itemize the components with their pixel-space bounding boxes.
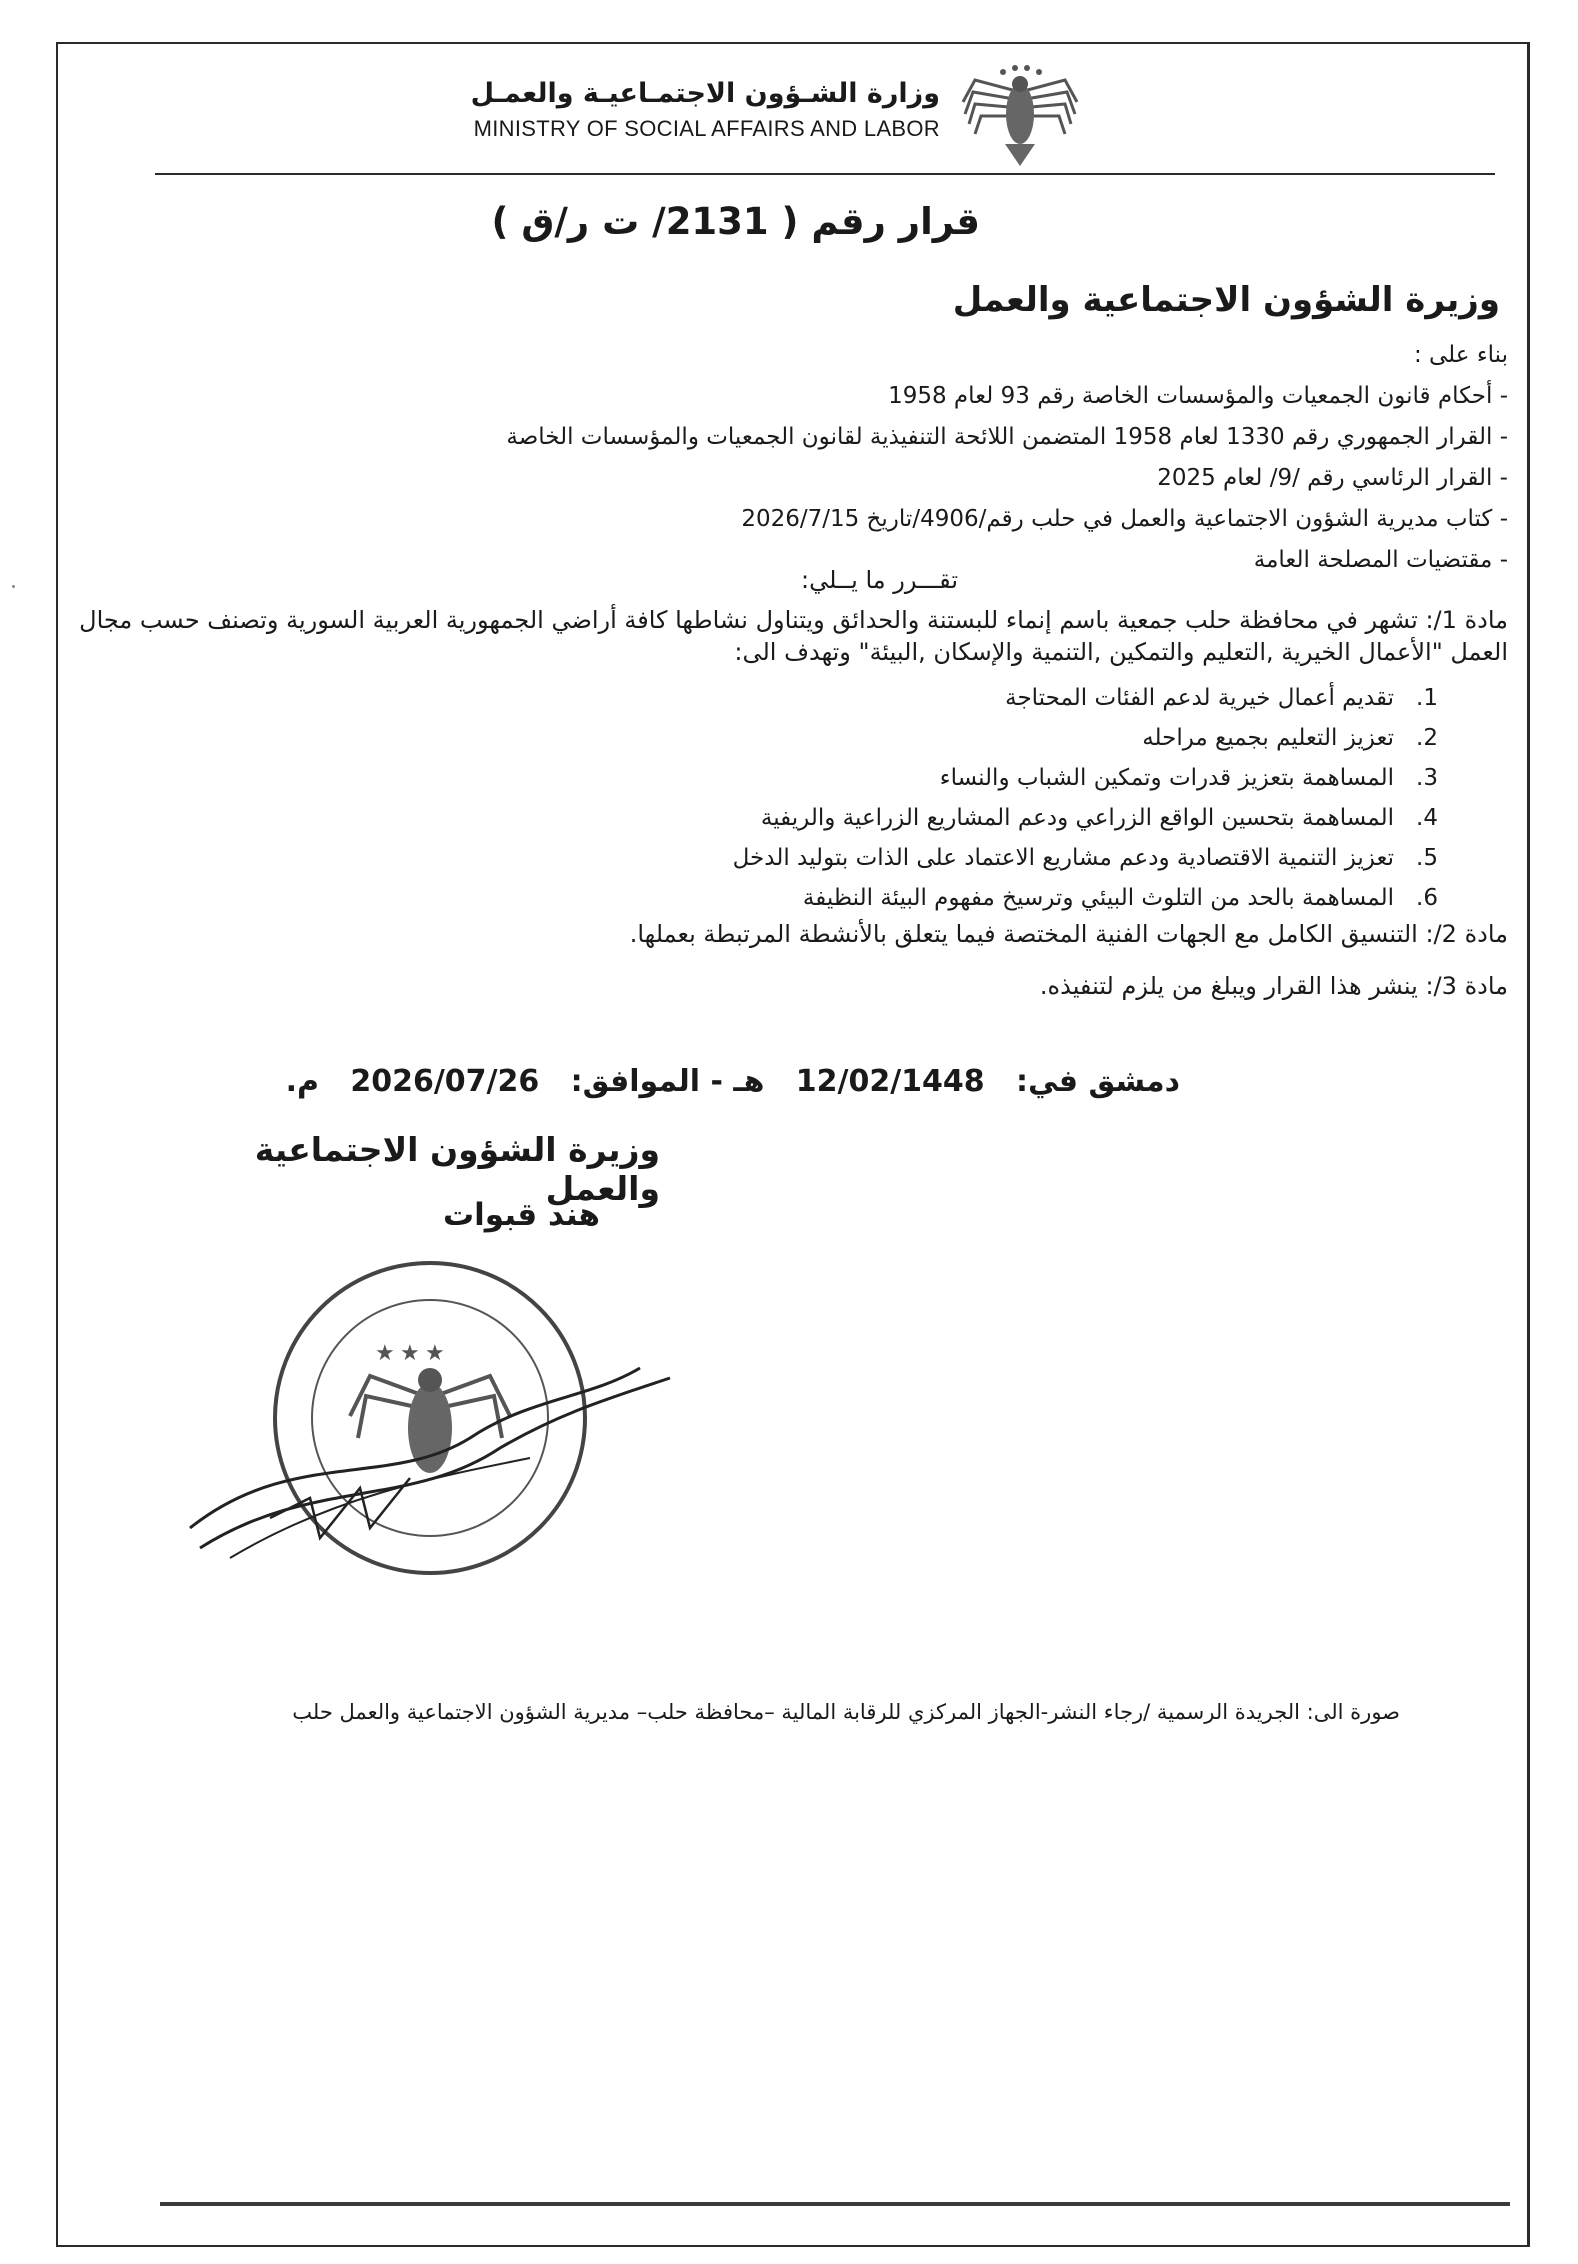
svg-text:★: ★ bbox=[425, 1341, 445, 1366]
article-3: مادة 3/: ينشر هذا القرار ويبلغ من يلزم لتنفيذه. bbox=[1039, 972, 1508, 1000]
list-item: 5. تعزيز التنمية الاقتصادية ودعم مشاريع الاعتماد على الذات بتوليد الدخل bbox=[732, 845, 1438, 871]
decision-number: قرار رقم ( 2131/ ت ر/ق ) bbox=[491, 200, 980, 243]
list-item: 3. المساهمة بتعزيز قدرات وتمكين الشباب والنساء bbox=[939, 765, 1438, 791]
signatory-title: وزيرة الشؤون الاجتماعية والعمل bbox=[254, 1130, 660, 1208]
based-on-label: بناء على : bbox=[1413, 342, 1508, 368]
official-seal-with-signature bbox=[170, 1248, 690, 1578]
gregorian-date: 2026/07/26 bbox=[350, 1064, 540, 1099]
issue-date bbox=[285, 1064, 1180, 1099]
gregorian-suffix: م. bbox=[285, 1064, 319, 1099]
decides-heading: تقـــرر ما يــلي: bbox=[801, 566, 958, 594]
basis-item: - القرار الرئاسي رقم /9/ لعام 2025 bbox=[1157, 465, 1508, 491]
list-item: 4. المساهمة بتحسين الواقع الزراعي ودعم المشاريع الزراعية والريفية bbox=[760, 805, 1438, 831]
basis-item: - كتاب مديرية الشؤون الاجتماعية والعمل في حلب رقم/4906/تاريخ 2026/7/15 bbox=[741, 506, 1508, 532]
date-place-label: دمشق في: bbox=[1016, 1064, 1180, 1099]
eagle-emblem-icon bbox=[955, 62, 1085, 172]
scan-speck bbox=[12, 585, 15, 588]
issuer-title: وزيرة الشؤون الاجتماعية والعمل bbox=[952, 280, 1500, 320]
list-item: 2. تعزيز التعليم بجميع مراحله bbox=[1142, 725, 1438, 751]
article-1: مادة 1/: تشهر في محافظة حلب جمعية باسم إنماء للبستنة والحدائق ويتناول نشاطها كافة أراضي الجمهورية العربية السورية وتصنف حسب مجال العمل "الأعمال الخيرية ,التعليم والتمكين ,التنمية والإسكان ,البيئة" وتهدف الى: bbox=[79, 606, 1508, 666]
ministry-name-arabic: وزارة الشـؤون الاجتمـاعيـة والعمـل bbox=[470, 78, 940, 109]
basis-item: - القرار الجمهوري رقم 1330 لعام 1958 المتضمن اللائحة التنفيذية لقانون الجمعيات والمؤسسات الخاصة bbox=[506, 424, 1508, 450]
list-item: 6. المساهمة بالحد من التلوث البيئي وترسيخ مفهوم البيئة النظيفة bbox=[802, 885, 1438, 911]
hijri-date: 12/02/1448 bbox=[795, 1064, 985, 1099]
list-item: 1. تقديم أعمال خيرية لدعم الفئات المحتاجة bbox=[1005, 685, 1438, 711]
aims-list bbox=[438, 684, 1438, 924]
ministry-name-english: MINISTRY OF SOCIAL AFFAIRS AND LABOR bbox=[473, 116, 940, 141]
header-divider bbox=[155, 173, 1495, 175]
basis-item: - مقتضيات المصلحة العامة bbox=[1253, 547, 1508, 573]
preamble bbox=[208, 340, 1508, 586]
signatory-name: هند قبوات bbox=[442, 1197, 600, 1233]
article-2: مادة 2/: التنسيق الكامل مع الجهات الفنية المختصة فيما يتعلق بالأنشطة المرتبطة بعملها. bbox=[629, 920, 1508, 948]
footer-divider bbox=[160, 2202, 1510, 2206]
svg-text:★: ★ bbox=[400, 1341, 420, 1366]
svg-text:★: ★ bbox=[375, 1341, 395, 1366]
hijri-suffix: هـ - الموافق: bbox=[570, 1064, 765, 1099]
basis-item: - أحكام قانون الجمعيات والمؤسسات الخاصة رقم 93 لعام 1958 bbox=[888, 383, 1508, 409]
copy-to-distribution: صورة الى: الجريدة الرسمية /رجاء النشر-الجهاز المركزي للرقابة المالية –محافظة حلب– مديرية الشؤون الاجتماعية والعمل حلب bbox=[292, 1700, 1400, 1724]
